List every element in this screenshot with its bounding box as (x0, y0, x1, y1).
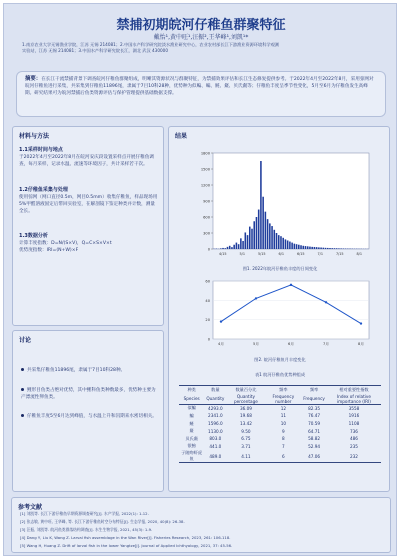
table-row (179, 404, 381, 412)
table-cell: 1596.0 (208, 421, 223, 427)
section-text: 于2022年4月至2022年8月在皖河安庆段设置采样点开展仔稚鱼调查，每月采样，记录水温、流速等环境因子，共计采样若干次。 (19, 155, 154, 167)
table-cell: 1130.0 (208, 428, 223, 434)
results-heading: 结果 (175, 133, 188, 140)
x-tick-label: 4月 (218, 342, 224, 346)
bullet-dot (21, 388, 24, 391)
section-text: 使用弶网（网口直径0.5m，网目0.5mm）收集仔稚鱼，样品现场用5%甲醛溶液固定后带回实验室，在解剖镜下鉴定种类并计数，测量全长。 (19, 195, 158, 214)
reference-item: [3] 汪振, 刘凯等. 皖河鱼类群落结构调查[J]. 水生生物学报, 2021, 45(3): 1-9. (20, 527, 153, 532)
x-tick-label: 5/1 (239, 252, 245, 256)
table-cell: 4293.0 (208, 405, 223, 411)
y-tick-label: 20 (205, 318, 210, 323)
table-row (179, 443, 381, 451)
table-cell: 2341.0 (208, 413, 223, 419)
authors: 戴怡¹,黄中旺¹,汪振²,王华峰¹,刘凯¹* (153, 34, 249, 41)
table-cell: 贝氏䱗 (185, 435, 198, 441)
table-cell: 64.71 (308, 428, 321, 434)
x-tick-label: 5月 (253, 342, 259, 346)
bar (256, 217, 258, 249)
table-cell: 6.75 (241, 436, 251, 442)
y-tick-label: 900 (203, 199, 210, 204)
bullet-dot (21, 368, 24, 371)
table-cell: 8 (282, 436, 285, 442)
formula: 计算丰度指数：D=N/(S×V)，Q=C×S×V×t (19, 241, 112, 246)
bar (269, 223, 271, 249)
bar (343, 248, 345, 249)
table-row (179, 450, 381, 463)
table-cell: 58.82 (308, 436, 321, 442)
table-cell: 频率 (265, 386, 301, 394)
bar (258, 210, 260, 249)
reference-item: [2] 张志敏, 黄中旺, 王华峰, 等. 长江下游仔稚鱼时空分布特征[J]. 生态学报, 2020, 40(8): 26-38. (20, 519, 185, 524)
table-cell: 3558 (348, 405, 360, 411)
table-cell: 相对重要性指数 (327, 386, 381, 394)
table-row (179, 435, 381, 443)
table-cell: 441.0 (209, 443, 222, 449)
section-title: 1.2仔稚鱼采集与处理 (19, 187, 68, 193)
plot-area (213, 153, 369, 249)
x-tick-label: 7/1 (317, 252, 323, 256)
bar (320, 248, 322, 249)
table-header-row (179, 394, 381, 405)
discussion-bullet: 仔稚鱼丰度5至6月达到峰值，与水温上升和汛期来水密切相关。 (21, 413, 159, 420)
bar (267, 219, 269, 249)
table-cell: 736 (349, 428, 358, 434)
y-tick-label: 60 (205, 279, 210, 284)
bar (231, 247, 233, 249)
bar (340, 248, 342, 249)
bar (309, 247, 311, 249)
table-cell: 4.11 (226, 450, 265, 463)
table-cell: 䱗 (189, 428, 194, 434)
table-cell: 232 (327, 450, 381, 463)
affiliation-line: 1.南京农业大学无锡渔业学院，江苏 无锡 214081；2.中国水产科学研究院淡水渔业研究中心，农业农村部长江下游渔业资源环境科学观测 (22, 42, 279, 47)
bar (271, 226, 273, 249)
poster (3, 3, 397, 556)
table-cell: 鳊 (189, 412, 194, 418)
references-heading: 参考文献 (18, 504, 43, 511)
table-cell: 12 (280, 405, 287, 411)
x-tick-label: 6/1 (278, 252, 284, 256)
table-cell: 19.68 (239, 413, 252, 419)
table-cell: 52.94 (308, 443, 321, 449)
table-cell: Quantity percentage (226, 394, 265, 405)
table-cell: 47.06 (301, 450, 327, 463)
bar (280, 236, 282, 249)
x-tick-label: 7/15 (335, 252, 344, 256)
bar (327, 248, 329, 249)
table-cell: 3.71 (241, 443, 251, 449)
bar (247, 235, 249, 249)
data-point (290, 284, 292, 286)
results-panel (168, 126, 390, 492)
y-tick-label: 0 (207, 337, 210, 342)
bar (289, 242, 291, 249)
bar (287, 240, 289, 249)
x-tick-label: 8/1 (356, 252, 362, 256)
y-tick-label: 1200 (200, 183, 210, 188)
table-row (179, 412, 381, 420)
bar (278, 235, 280, 249)
y-tick-label: 1500 (200, 167, 210, 172)
bar (298, 245, 300, 249)
bar (338, 248, 340, 249)
affiliations (22, 42, 382, 54)
table-cell: 9.50 (241, 428, 251, 434)
x-tick-label: 7月 (323, 342, 329, 346)
table-cell: 似鳊 (187, 405, 196, 411)
bar (285, 239, 287, 249)
references-panel (11, 497, 391, 553)
discussion-bullet: 共采集仔稚鱼11896尾，隶属于7目10科28种。 (21, 367, 159, 374)
table-cell: 235 (349, 443, 358, 449)
table-row (179, 427, 381, 435)
dominant-species-table (179, 385, 381, 463)
bar (300, 245, 302, 249)
bar (220, 248, 222, 249)
section-text: 优势度指数：IRI=(N+W)×F (19, 248, 79, 253)
y-tick-label: 40 (205, 298, 210, 303)
reference-item: [1] 刘凯等. 长江下游仔稚鱼早期资源调查研究[J]. 水产学报, 2022(1): 1-12. (20, 511, 149, 516)
table-cell: 486 (349, 436, 358, 442)
bar (260, 161, 262, 249)
table-row (179, 420, 381, 428)
bar (325, 248, 327, 249)
bar (238, 244, 240, 249)
section-title: 1.1采样时间与地点 (19, 147, 63, 153)
table-cell: 803.0 (209, 436, 222, 442)
data-point (220, 320, 222, 322)
bar (329, 248, 331, 249)
bar (316, 247, 318, 249)
table-cell: 1108 (348, 421, 360, 427)
x-tick-label: 5/15 (257, 252, 266, 256)
bar (222, 248, 224, 249)
reference-item: [4] Dang Y, Liu K, Wang Z. Larval fish assemblage in the Wan River[J]. Fisheries Research, 2023, 261: 106-118. (20, 535, 231, 540)
y-tick-label: 1800 (200, 151, 210, 156)
table-cell: Quantity (204, 394, 226, 405)
bar (305, 246, 307, 249)
bar (229, 246, 231, 249)
table-cell: 36.09 (239, 405, 252, 411)
table-cell: 银鮈 (187, 443, 196, 449)
bar (323, 248, 325, 249)
bar (251, 229, 253, 249)
poster-title: 禁捕初期皖河仔稚鱼群聚特征 (116, 18, 286, 33)
bar (296, 244, 298, 249)
bar (314, 247, 316, 249)
table-cell: 鲢 (189, 420, 194, 426)
abstract-box (16, 71, 386, 117)
bar (242, 241, 244, 249)
bar (302, 246, 304, 249)
table-cell: 11 (280, 413, 287, 419)
bar (336, 248, 338, 249)
abstract-text: 在长江干流禁捕背景下调查皖河仔稚鱼群聚组成，明晰其资源状况与群聚特征，为禁捕效果评估和长江生态修复提供参考。于2022年4月至2022年8月，采用弶网对皖河仔稚鱼进行采集，共采集到仔稚鱼11896尾，隶属于7目10科28种，优势种为似鳊、鳊、鲢、䱗、贝氏䱗等；仔稚鱼丰度呈季节性变化，5月至6月为仔稚鱼发生高峰期。研究结果可为皖河禁捕后鱼类资源评估与保护管理提供基础数据支撑。 (25, 77, 374, 96)
bar (233, 245, 235, 249)
table-cell: 数量 (204, 386, 226, 394)
discussion-panel (12, 330, 164, 492)
bar (331, 248, 333, 249)
table-cell: 1916 (348, 413, 360, 419)
abstract-label: 摘要： (25, 76, 42, 82)
methods-heading: 材料与方法 (19, 133, 50, 140)
methods-panel (12, 126, 164, 326)
table-cell: 10 (280, 421, 287, 427)
table-cell: 13.42 (239, 421, 252, 427)
table-cell: 7 (282, 443, 285, 449)
table-cell: 489.0 (204, 450, 226, 463)
bullet-dot (21, 414, 24, 417)
y-tick-label: 300 (203, 231, 210, 236)
figure-2-caption: 图2. 皖河仔稚鱼月丰度变化 (254, 357, 306, 362)
table-cell: Frequency (301, 394, 327, 405)
table-cell: 76.47 (308, 413, 321, 419)
x-tick-label: 4/15 (218, 252, 227, 256)
bar (236, 243, 238, 249)
bar (245, 232, 247, 249)
bar (294, 244, 296, 249)
table-cell: 种类 (179, 386, 204, 394)
bar (318, 247, 320, 249)
table-cell: Index of relative importance (IRI) (327, 394, 381, 405)
bar (265, 212, 267, 249)
table-cell: Frequency number (265, 394, 301, 405)
y-tick-label: 0 (207, 247, 210, 252)
discussion-bullet: 鲤形目鱼类占绝对优势，其中鲤科鱼类种数最多，优势种主要为产漂流性卵鱼类。 (21, 388, 156, 401)
x-tick-label: 6月 (288, 342, 294, 346)
affiliation-line: 实验站，江苏 无锡 214081；3.中国水产科学研究院长江，湖北 武汉 430000 (22, 48, 168, 53)
discussion-heading: 讨论 (19, 337, 32, 344)
bar (240, 238, 242, 249)
table-cell: 数量百分比 (226, 386, 265, 394)
methods-section-1 (19, 147, 159, 168)
x-tick-label: 8月 (358, 342, 364, 346)
table-cell: 6 (265, 450, 301, 463)
bar (227, 247, 229, 249)
bar (224, 248, 226, 249)
table-cell: 70.59 (308, 421, 321, 427)
plot-area (213, 281, 369, 339)
table-cell: Species (179, 394, 204, 405)
table-caption: 表1 皖河仔稚鱼优势种组成 (254, 372, 306, 377)
y-tick-label: 600 (203, 215, 210, 220)
table-header-row (179, 386, 381, 394)
table-cell: 频率 (301, 386, 327, 394)
figure-1-caption: 图1. 2022年皖河仔稚鱼丰度的日间变化 (242, 266, 318, 271)
monthly-abundance-chart (195, 277, 375, 351)
daily-abundance-chart (195, 149, 375, 263)
bar (253, 221, 255, 249)
bar (276, 233, 278, 249)
bar (262, 197, 264, 249)
bar (307, 246, 309, 249)
data-point (255, 297, 257, 299)
bar (274, 230, 276, 249)
bar (291, 243, 293, 249)
bar (249, 227, 251, 249)
methods-section-3 (19, 233, 159, 254)
bar (311, 247, 313, 249)
bar (282, 238, 284, 249)
section-title: 1.3数据分析 (19, 233, 48, 239)
bar (334, 248, 336, 249)
methods-section-2 (19, 187, 159, 215)
table-cell: 子陵吻虾虎鱼 (179, 450, 204, 463)
data-point (325, 301, 327, 303)
table-cell: 82.35 (308, 405, 321, 411)
reference-item: [5] Wang H, Huang Z. Drift of larval fish in the lower Yangtze[J]. Journal of Applied Ichthyology, 2021, 37: 45-56. (20, 543, 233, 548)
table-cell: 9 (282, 428, 285, 434)
x-tick-label: 6/15 (296, 252, 305, 256)
data-point (360, 322, 362, 324)
